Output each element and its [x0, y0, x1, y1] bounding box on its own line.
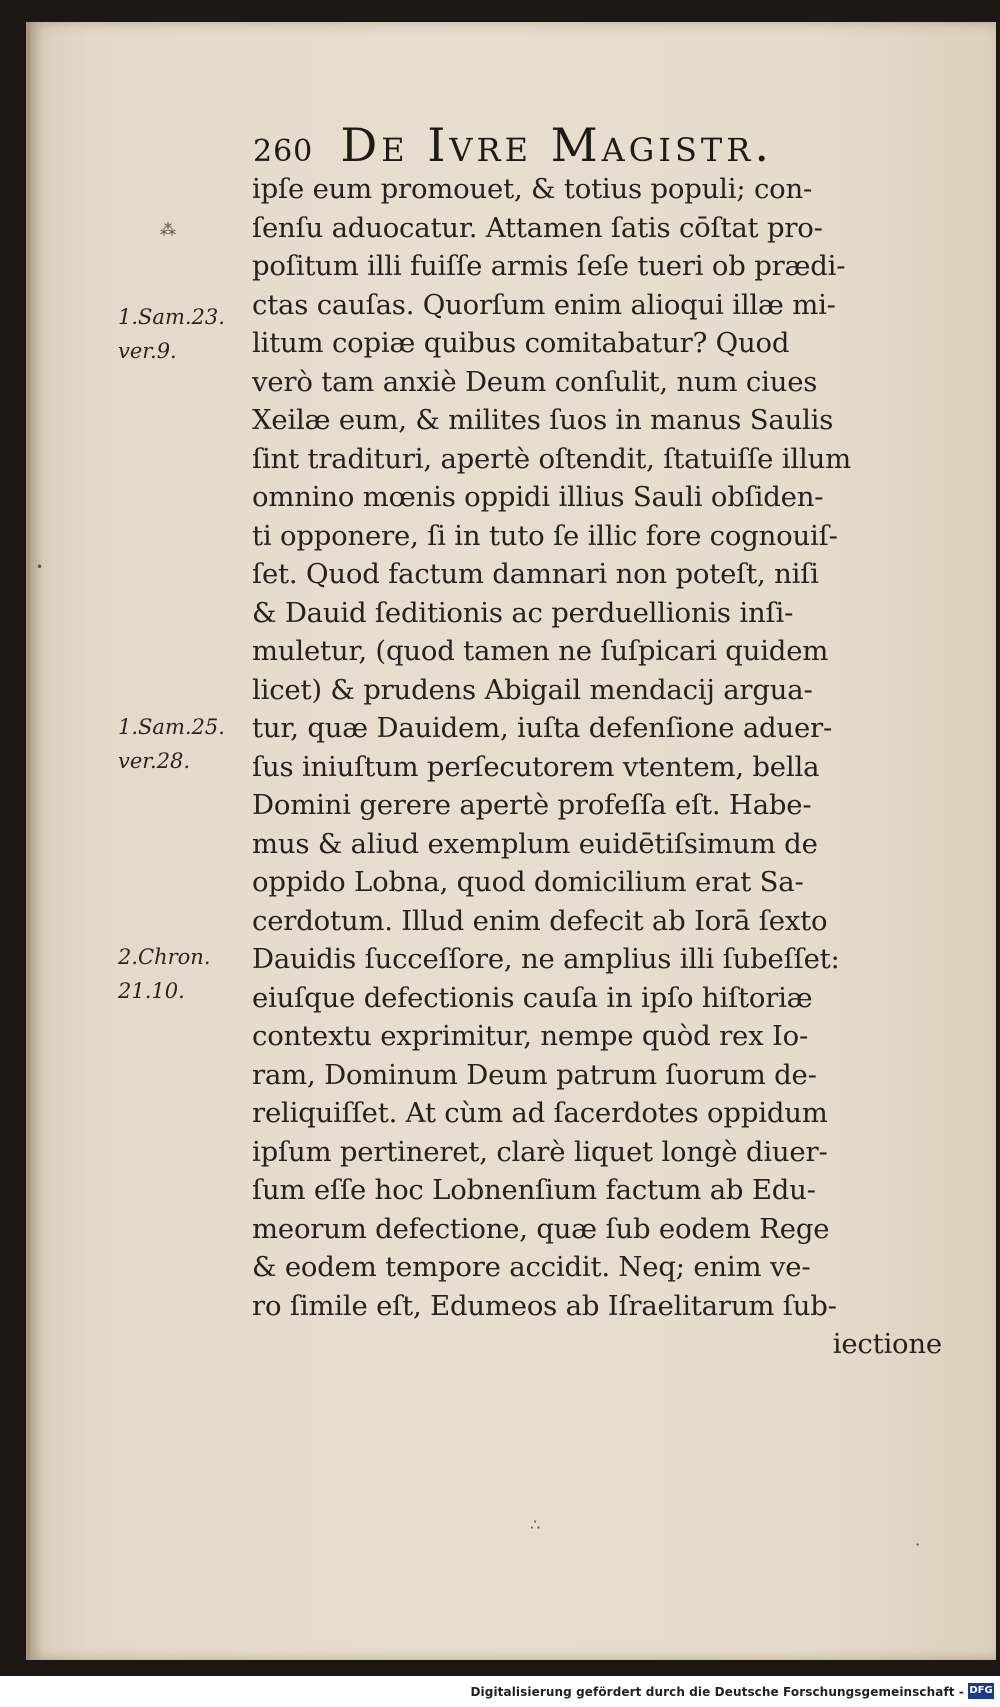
ink-speck: • [36, 560, 44, 574]
marginal-ref: 1.Sam.23. [118, 305, 225, 329]
dfg-logo: DFG [968, 1683, 994, 1699]
text-line: ctas cauſas. Quorſum enim alioqui illæ mi- [252, 288, 836, 321]
text-line: eiuſque defectionis cauſa in ipſo hiſtoriæ [252, 981, 813, 1014]
marginal-note [118, 300, 253, 368]
marginal-note [118, 940, 253, 1008]
text-line: & eodem tempore accidit. Neq; enim ve- [252, 1251, 811, 1283]
text-line: licet) & prudens Abigail mendacij argua- [252, 673, 813, 706]
text-line: ram, Dominum Deum patrum ſuorum de- [252, 1058, 817, 1091]
body-text [252, 170, 942, 1364]
catchword: iectione [832, 1328, 942, 1360]
text-line: ipſum pertineret, clarè liquet longè diuer- [252, 1135, 828, 1168]
page-header [253, 118, 953, 178]
text-line: reliquiſſet. At cùm ad ſacerdotes oppidum [252, 1097, 828, 1129]
text-line: cerdotum. Illud enim defecit ab Iorā ſexto [252, 904, 828, 937]
text-line: omnino mœnis oppidi illius Sauli obſiden- [252, 481, 824, 513]
text-line: meorum defectione, quæ ſub eodem Rege [252, 1212, 830, 1245]
text-line: mus & aliud exemplum euidētiſsimum de [252, 827, 818, 860]
text-line: Domini gerere apertè profeſſa eſt. Habe- [252, 789, 812, 821]
marginal-ref: 2.Chron. [118, 945, 211, 969]
text-line: ipſe eum promouet, & totius populi; con- [252, 173, 813, 205]
text-line: ro ſimile eſt, Edumeos ab Iſraelitarum ſub- [252, 1289, 837, 1322]
marginal-verse: 21.10. [118, 979, 185, 1003]
text-line: muletur, (quod tamen ne ſuſpicari quidem [252, 635, 829, 667]
text-line: Xeilæ eum, & milites ſuos in manus Saulis [252, 404, 834, 436]
running-title: De Ivre Magistr. [340, 118, 773, 172]
text-line: ti opponere, ſi in tuto ſe illic fore cognouiſ- [252, 519, 838, 552]
text-line: Dauidis ſucceſſore, ne amplius illi ſubeſſet: [252, 943, 840, 975]
ink-speck: ∴ [530, 1515, 541, 1534]
text-line: ſenſu aduocatur. Attamen ſatis cōſtat pro- [252, 211, 823, 244]
text-line: verò tam anxiè Deum conſulit, num ciues [252, 365, 818, 398]
text-line: poſitum illi fuiſſe armis ſeſe tueri ob prædi- [252, 250, 846, 282]
text-line: ſint tradituri, apertè oſtendit, ſtatuiſſe illum [252, 442, 851, 475]
text-line: litum copiæ quibus comitabatur? Quod [252, 327, 790, 359]
text-line: & Dauid ſeditionis ac perduellionis inſi- [252, 596, 794, 629]
ink-speck: ⁂ [160, 220, 176, 239]
digitization-footer [0, 1676, 1000, 1707]
marginal-verse: ver.28. [118, 749, 191, 773]
footer-credit: Digitalisierung gefördert durch die Deutsche Forschungsgemeinschaft - [470, 1685, 964, 1699]
text-line: ſum eſſe hoc Lobnenſium factum ab Edu- [252, 1174, 816, 1206]
text-line: ſus iniuſtum perſecutorem vtentem, bella [252, 750, 820, 783]
text-line: oppido Lobna, quod domicilium erat Sa- [252, 866, 804, 898]
marginal-verse: ver.9. [118, 339, 177, 363]
marginal-note [118, 710, 253, 778]
text-line: contextu exprimitur, nempe quòd rex Io- [252, 1020, 809, 1052]
text-line: tur, quæ Dauidem, iuſta defenſione aduer- [252, 712, 833, 744]
text-line: ſet. Quod factum damnari non poteſt, niſi [252, 558, 819, 590]
ink-speck: · [915, 1535, 921, 1554]
page-number: 260 [253, 134, 314, 169]
marginal-ref: 1.Sam.25. [118, 715, 225, 739]
